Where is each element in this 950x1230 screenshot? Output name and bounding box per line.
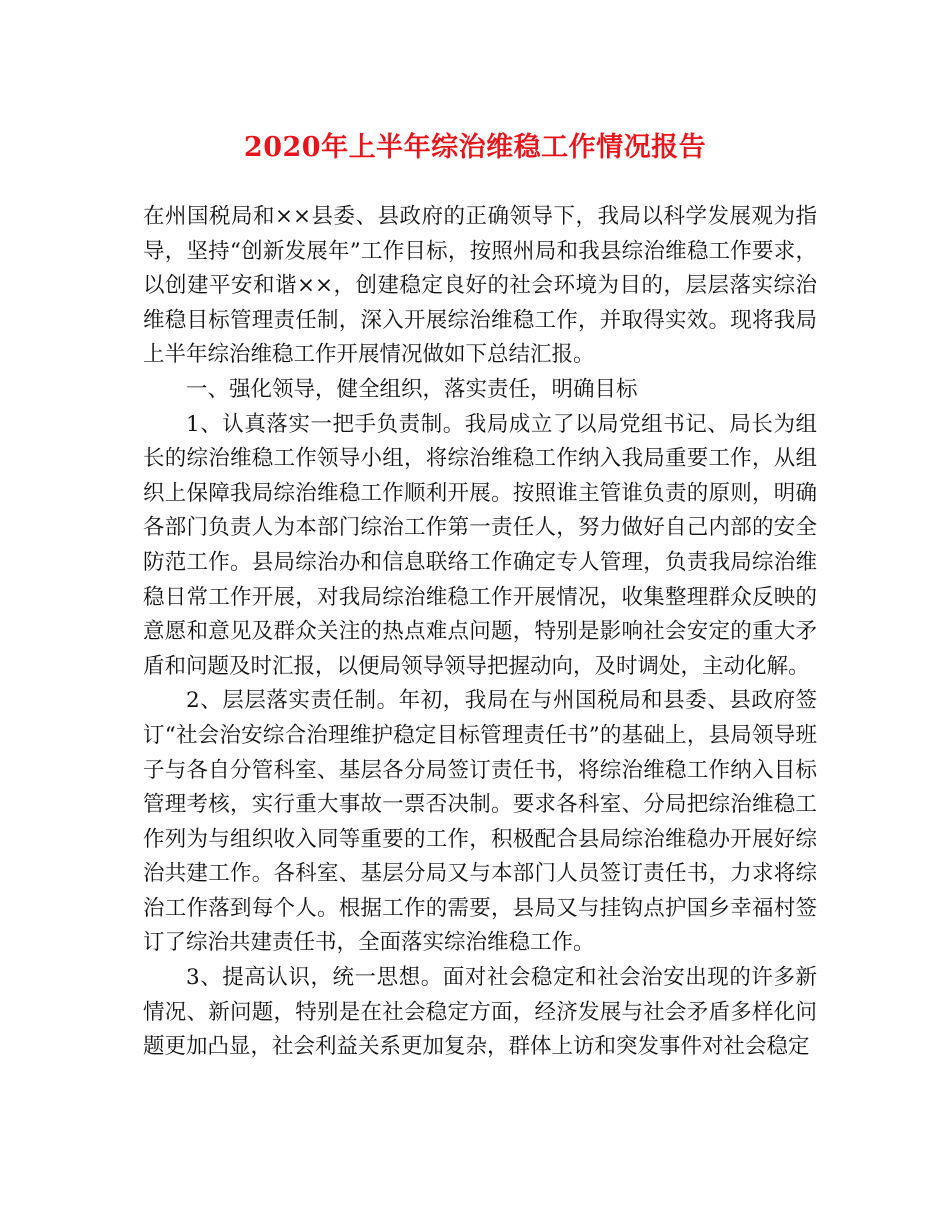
section-heading-1: 一、强化领导，健全组织，落实责任，明确目标 (186, 376, 638, 402)
paragraph-item-3: 3、提高认识，统一思想。面对社会稳定和社会治安出现的许多新情况、新问题，特别是在社会稳定方面，经济发展与社会矛盾多样化问题更加凸显，社会利益关系更加复杂，群体上访和突发事件对社会稳定 (143, 965, 817, 1060)
paragraph-item-2: 2、层层落实责任制。年初，我局在与州国税局和县委、县政府签订“社会治安综合治理维护稳定目标管理责任书”的基础上，县局领导班子与各自分管科室、基层各分局签订责任书，将综治维稳工作纳入目标管理考核，实行重大事故一票否决制。要求各科室、分局把综治维稳工作列为与组织收入同等重要的工作，积极配合县局综治维稳办开展好综治共建工作。各科室、基层分局又与本部门人员签订责任书，力求将综治工作落到每个人。根据工作的需要，县局又与挂钩点护国乡幸福村签订了综治共建责任书，全面落实综治维稳工作。 (143, 688, 817, 956)
document-body (143, 200, 817, 1065)
intro-paragraph: 在州国税局和××县委、县政府的正确领导下，我局以科学发展观为指导，坚持“创新发展年”工作目标，按照州局和我县综治维稳工作要求，以创建平安和谐××，创建稳定良好的社会环境为目的，层层落实综治维稳目标管理责任制，深入开展综治维稳工作，并取得实效。现将我局上半年综治维稳工作开展情况做如下总结汇报。 (143, 204, 817, 368)
document-title: 2020年上半年综治维稳工作情况报告 (243, 132, 707, 163)
paragraph-item-1: 1、认真落实一把手负责制。我局成立了以局党组书记、局长为组长的综治维稳工作领导小组，将综治维稳工作纳入我局重要工作，从组织上保障我局综治维稳工作顺利开展。按照谁主管谁负责的原则，明确各部门负责人为本部门综治工作第一责任人，努力做好自己内部的安全防范工作。县局综治办和信息联络工作确定专人管理，负责我局综治维稳日常工作开展，对我局综治维稳工作开展情况，收集整理群众反映的意愿和意见及群众关注的热点难点问题，特别是影响社会安定的重大矛盾和问题及时汇报，以便局领导领导把握动向，及时调处，主动化解。 (143, 411, 817, 679)
